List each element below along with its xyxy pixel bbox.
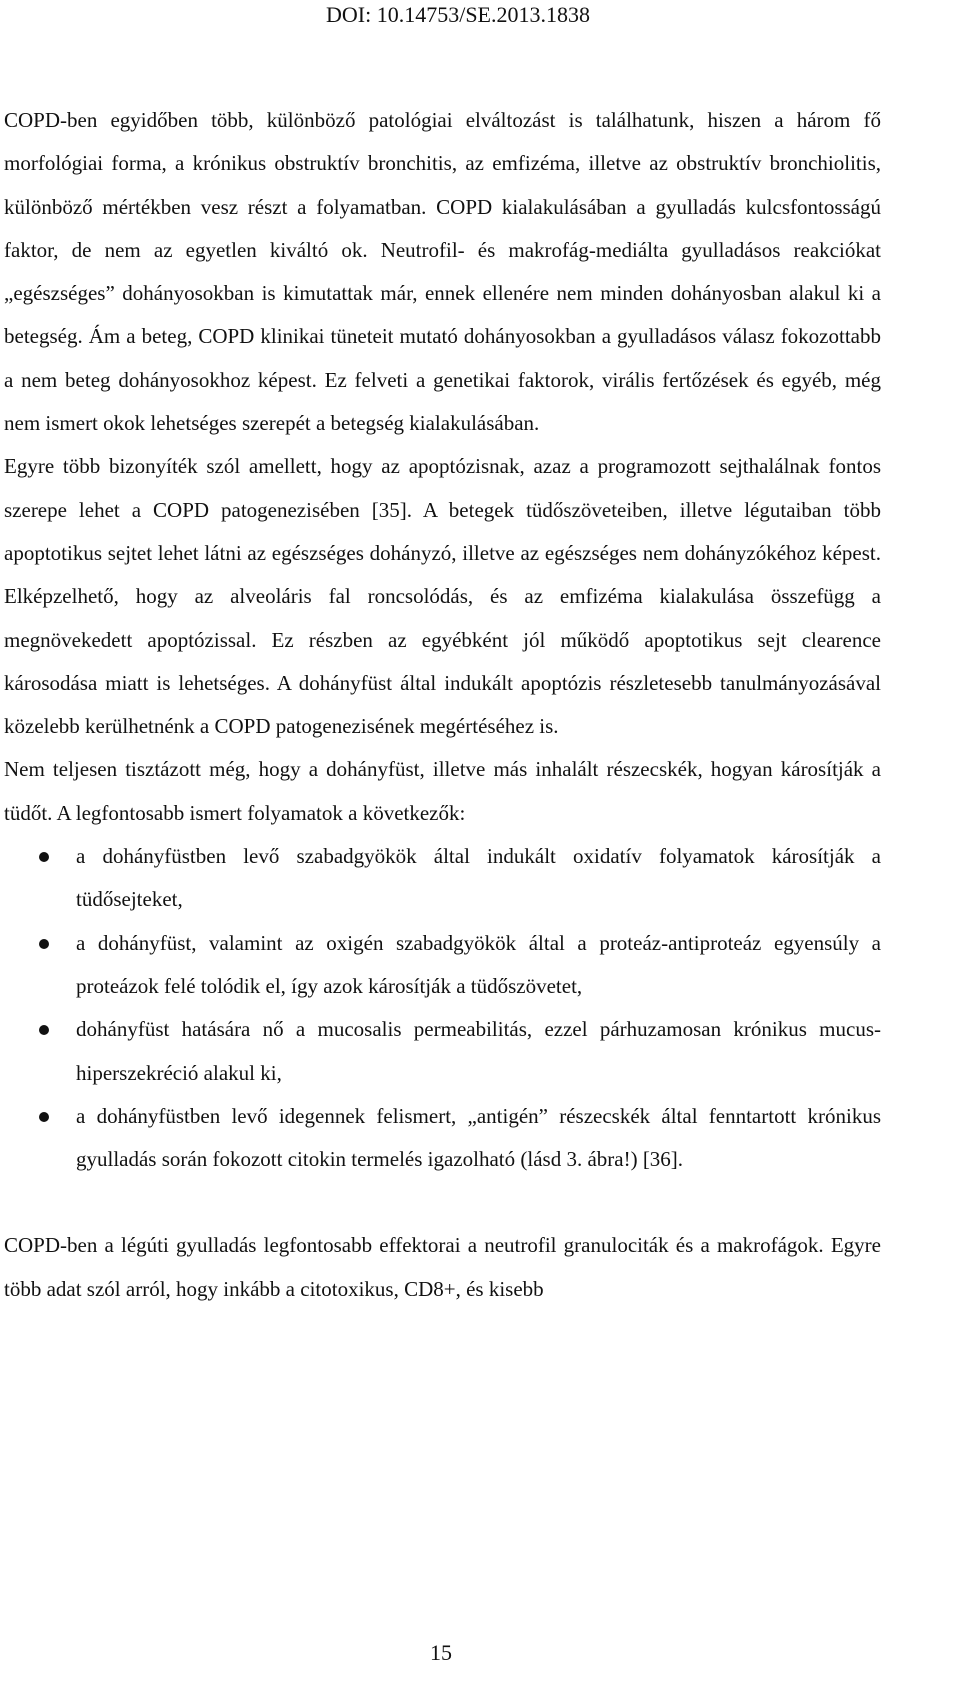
bullet-icon — [39, 1112, 49, 1122]
list-item-text: a dohányfüst, valamint az oxigén szabadgyökök által a proteáz-antiproteáz egyensúly a proteázok felé tolódik el, így azok károsítják a tüdőszövetet, — [76, 930, 881, 998]
bullet-icon — [39, 1025, 49, 1035]
paragraph: Nem teljesen tisztázott még, hogy a dohányfüst, illetve más inhalált részecskék, hogyan károsítják a tüdőt. A legfontosabb ismert folyamatok a következők: — [4, 757, 881, 825]
list-item-text: dohányfüst hatására nő a mucosalis permeabilitás, ezzel párhuzamosan krónikus mucus-hiperszekréció alakul ki, — [76, 1017, 881, 1085]
list-item-text: a dohányfüstben levő idegennek felismert, „antigén” részecskék által fenntartott krónikus gyulladás során fokozott citokin termelés igazolható (lásd 3. ábra!) [36]. — [76, 1103, 881, 1172]
list-item — [4, 1095, 881, 1182]
bullet-icon — [39, 852, 49, 862]
paragraph: Egyre több bizonyíték szól amellett, hogy az apoptózisnak, azaz a programozott sejthalálnak fontos szerepe lehet a COPD patogenezisében [35]. A betegek tüdőszöveteiben, illetve légutaiban több apoptotikus sejtet lehet látni az egészséges dohányzó, illetve az egészséges nem dohányzókéhoz képest. Elképzelhető, hogy az alveoláris fal roncsolódás, és az emfizéma kialakulása összefügg a megnövekedett apoptózissal. Ez részben az egyébként jól működő apoptotikus sejt clearence károsodása miatt is lehetséges. A dohányfüst által indukált apoptózis részletesebb tanulmányozásával közelebb kerülhetnénk a COPD patogenezisének megértéséhez is. — [4, 454, 881, 739]
paragraph: COPD-ben a légúti gyulladás legfontosabb effektorai a neutrofil granulociták és a makrofágok. Egyre több adat szól arról, hogy inkább a citotoxikus, CD8+, és kisebb — [4, 1233, 881, 1301]
list-item — [4, 835, 881, 922]
list-item-text: a dohányfüstben levő szabadgyökök által indukált oxidatív folyamatok károsítják a tüdősejteket, — [76, 844, 881, 912]
page-content — [4, 99, 881, 1311]
bullet-list — [4, 835, 881, 1181]
page-number: 15 — [430, 1640, 452, 1665]
bullet-icon — [39, 939, 49, 949]
list-item — [4, 922, 881, 1009]
paragraph: COPD-ben egyidőben több, különböző patológiai elváltozást is találhatunk, hiszen a három fő morfológiai forma, a krónikus obstruktív bronchitis, az emfizéma, illetve az obstruktív bronchiolitis, különböző mértékben vesz részt a folyamatban. COPD kialakulásában a gyulladás kulcsfontosságú faktor, de nem az egyetlen kiváltó ok. Neutrofil- és makrofág-mediálta gyulladásos reakciókat „egészséges” dohányosokban is kimutattak már, ennek ellenére nem minden dohányosban alakul ki a betegség. Ám a beteg, COPD klinikai tüneteit mutató dohányosokban a gyulladásos válasz fokozottabb a nem beteg dohányosokhoz képest. Ez felveti a genetikai faktorok, virális fertőzések és egyéb, még nem ismert okok lehetséges szerepét a betegség kialakulásában. — [4, 108, 881, 436]
doi-header: DOI: 10.14753/SE.2013.1838 — [326, 2, 590, 27]
list-item — [4, 1008, 881, 1095]
